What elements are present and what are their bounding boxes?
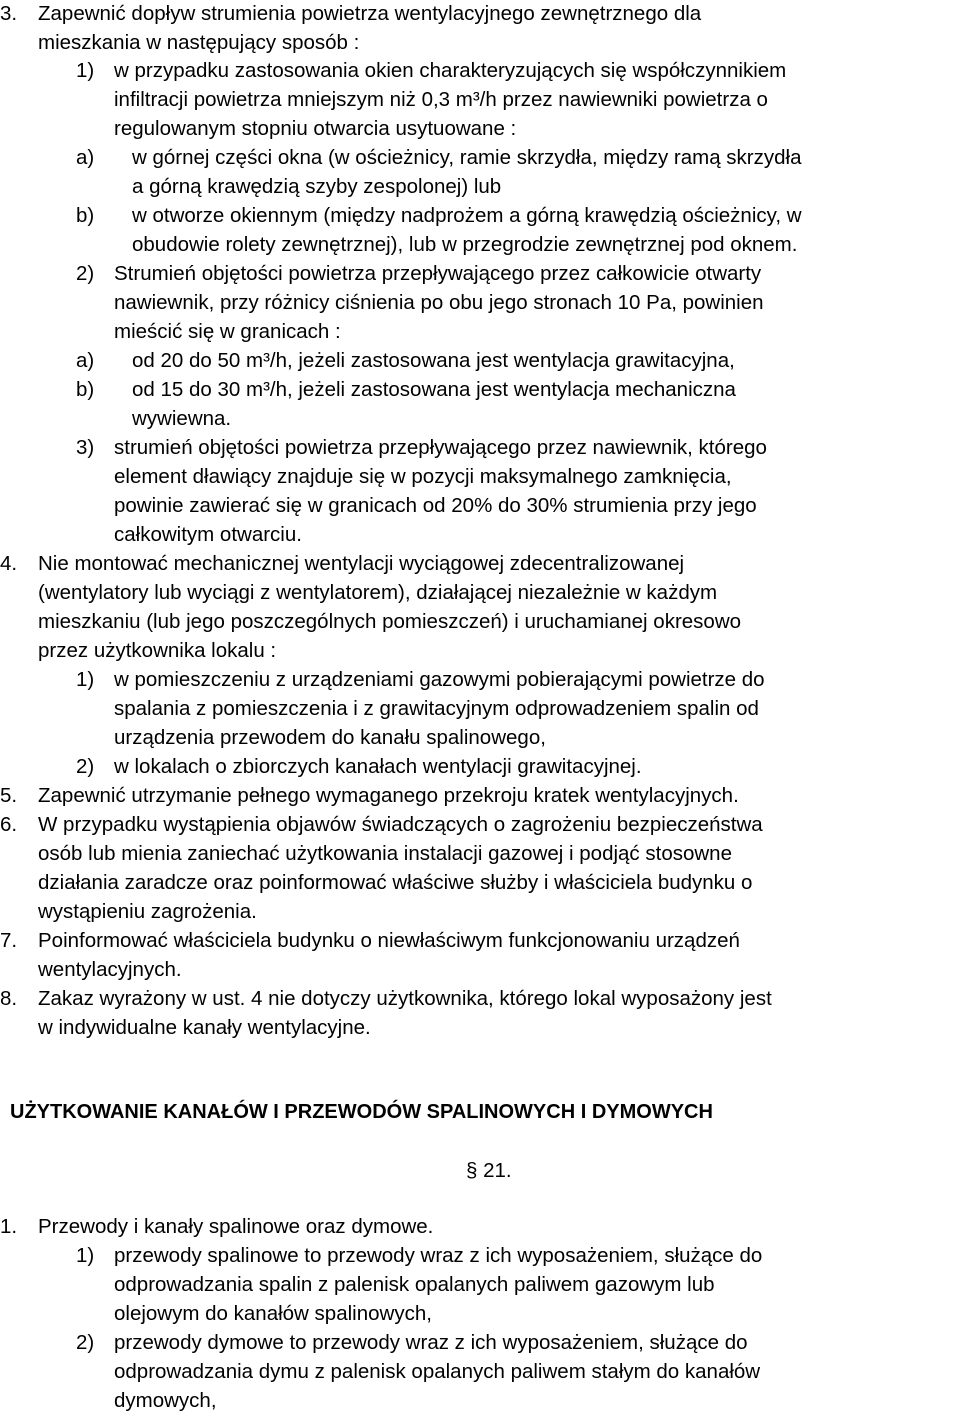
text-line: odprowadzania dymu z palenisk opalanych paliwem stałym do kanałów xyxy=(114,1360,761,1383)
text-line: mieszkaniu (lub jego poszczególnych pomieszczeń) i uruchamianej okresowo xyxy=(38,610,742,633)
text-line: w indywidualne kanały wentylacyjne. xyxy=(38,1016,371,1039)
text-line: dymowych, xyxy=(114,1389,217,1412)
item-marker: b) xyxy=(76,204,95,227)
item-marker: 7. xyxy=(0,929,18,952)
text-line: Zakaz wyrażony w ust. 4 nie dotyczy użytkownika, którego lokal wyposażony jest xyxy=(38,987,772,1010)
text-line: wystąpieniu zagrożenia. xyxy=(38,900,257,923)
text-line: działania zaradcze oraz poinformować właściwe służby i właściciela budynku o xyxy=(38,871,753,894)
section-heading: UŻYTKOWANIE KANAŁÓW I PRZEWODÓW SPALINOWYCH I DYMOWYCH xyxy=(10,1101,713,1123)
item-marker: 2) xyxy=(76,755,95,778)
text-line: od 15 do 30 m³/h, jeżeli zastosowana jest wentylacja mechaniczna xyxy=(132,378,736,401)
text-line: w przypadku zastosowania okien charakteryzujących się współczynnikiem xyxy=(114,59,787,82)
text-line: w górnej części okna (w ościeżnicy, ramie skrzydła, między ramą skrzydła xyxy=(132,146,802,169)
item-marker: b) xyxy=(76,378,95,401)
text-line: spalania z pomieszczenia i z grawitacyjnym odprowadzeniem spalin od xyxy=(114,697,759,720)
text-line: strumień objętości powietrza przepływającego przez nawiewnik, którego xyxy=(114,436,767,459)
text-line: (wentylatory lub wyciągi z wentylatorem), działającej niezależnie w każdym xyxy=(38,581,718,604)
text-line: a górną krawędzią szyby zespolonej) lub xyxy=(132,175,502,198)
item-marker: 1) xyxy=(76,1244,95,1267)
text-line: odprowadzania spalin z palenisk opalanych paliwem gazowym lub xyxy=(114,1273,715,1296)
text-line: olejowym do kanałów spalinowych, xyxy=(114,1302,432,1325)
item-marker: 3. xyxy=(0,2,18,25)
text-line: Poinformować właściciela budynku o niewłaściwym funkcjonowaniu urządzeń xyxy=(38,929,740,952)
text-line: przewody spalinowe to przewody wraz z ich wyposażeniem, służące do xyxy=(114,1244,763,1267)
text-line: w pomieszczeniu z urządzeniami gazowymi pobierającymi powietrze do xyxy=(114,668,765,691)
text-line: Przewody i kanały spalinowe oraz dymowe. xyxy=(38,1215,434,1238)
text-line: osób lub mienia zaniechać użytkowania instalacji gazowej i podjąć stosowne xyxy=(38,842,732,865)
item-marker: 1) xyxy=(76,668,95,691)
text-line: urządzenia przewodem do kanału spalinowego, xyxy=(114,726,546,749)
item-marker: 1. xyxy=(0,1215,18,1238)
text-line: W przypadku wystąpienia objawów świadczących o zagrożeniu bezpieczeństwa xyxy=(38,813,763,836)
item-marker: 4. xyxy=(0,552,18,575)
text-line: przewody dymowe to przewody wraz z ich wyposażeniem, służące do xyxy=(114,1331,748,1354)
text-line: mieścić się w granicach : xyxy=(114,320,341,343)
item-marker: 2) xyxy=(76,1331,95,1354)
text-line: wywiewna. xyxy=(132,407,232,430)
text-line: obudowie rolety zewnętrznej), lub w przegrodzie zewnętrznej pod oknem. xyxy=(132,233,798,256)
text-line: w otworze okiennym (między nadprożem a górną krawędzią ościeżnicy, w xyxy=(132,204,802,227)
item-marker: a) xyxy=(76,349,95,372)
text-line: element dławiący znajduje się w pozycji maksymalnego zamknięcia, xyxy=(114,465,732,488)
text-line: regulowanym stopniu otwarcia usytuowane : xyxy=(114,117,517,140)
text-line: Zapewnić utrzymanie pełnego wymaganego przekroju kratek wentylacyjnych. xyxy=(38,784,739,807)
text-line: wentylacyjnych. xyxy=(38,958,182,981)
item-marker: a) xyxy=(76,146,95,169)
section-number: § 21. xyxy=(466,1159,512,1182)
text-line: nawiewnik, przy różnicy ciśnienia po obu jego stronach 10 Pa, powinien xyxy=(114,291,764,314)
text-line: całkowitym otwarciu. xyxy=(114,523,302,546)
item-marker: 8. xyxy=(0,987,18,1010)
text-line: Zapewnić dopływ strumienia powietrza wentylacyjnego zewnętrznego dla xyxy=(38,2,702,25)
text-line: od 20 do 50 m³/h, jeżeli zastosowana jest wentylacja grawitacyjna, xyxy=(132,349,735,372)
text-line: w lokalach o zbiorczych kanałach wentylacji grawitacyjnej. xyxy=(114,755,642,778)
item-marker: 6. xyxy=(0,813,18,836)
item-marker: 2) xyxy=(76,262,95,285)
text-line: infiltracji powietrza mniejszym niż 0,3 m³/h przez nawiewniki powietrza o xyxy=(114,88,768,111)
item-marker: 5. xyxy=(0,784,18,807)
text-line: powinie zawierać się w granicach od 20% do 30% strumienia przy jego xyxy=(114,494,757,517)
item-marker: 1) xyxy=(76,59,95,82)
text-line: Nie montować mechanicznej wentylacji wyciągowej zdecentralizowanej xyxy=(38,552,685,575)
text-line: mieszkania w następujący sposób : xyxy=(38,31,360,54)
text-line: przez użytkownika lokalu : xyxy=(38,639,277,662)
item-marker: 3) xyxy=(76,436,95,459)
text-line: Strumień objętości powietrza przepływającego przez całkowicie otwarty xyxy=(114,262,762,285)
